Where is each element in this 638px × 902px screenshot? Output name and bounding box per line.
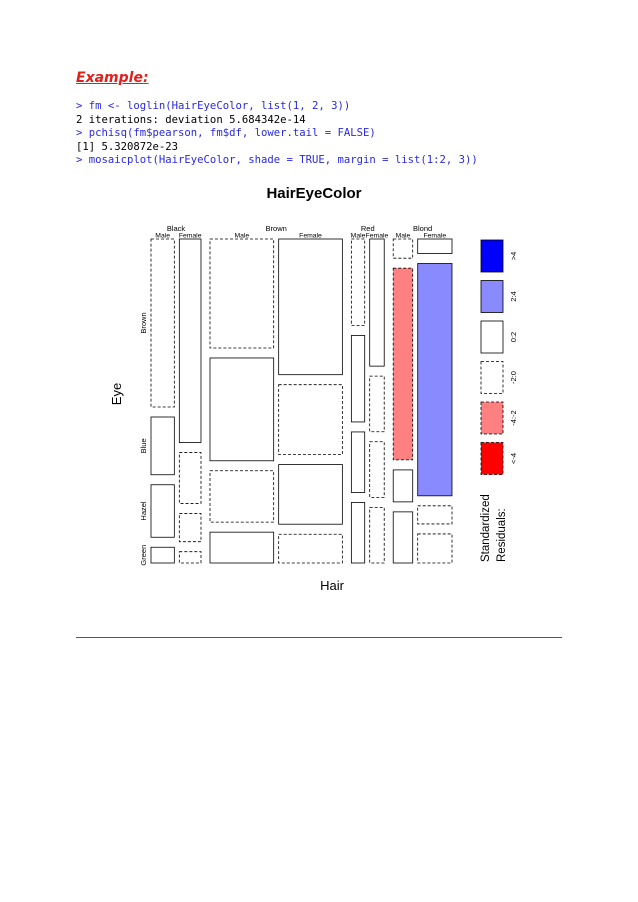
mosaic-tile — [418, 264, 452, 496]
mosaic-plot — [0, 178, 638, 598]
mosaic-tile — [179, 239, 201, 443]
mosaic-tile — [151, 417, 174, 475]
x-axis-label: Hair — [320, 578, 344, 593]
divider-line — [76, 637, 562, 638]
mosaic-tile — [279, 385, 343, 455]
code-line: [1] 5.320872e-23 — [76, 140, 179, 153]
legend-swatch — [481, 281, 503, 313]
legend-label: <-4 — [509, 452, 518, 465]
mosaic-tile — [418, 534, 452, 563]
eye-label: Blue — [138, 438, 148, 454]
eye-label: Hazel — [139, 501, 148, 521]
mosaic-tile — [351, 502, 364, 563]
sex-label: Male — [395, 232, 411, 240]
hair-label: Black — [166, 224, 186, 233]
mosaic-tile — [418, 506, 452, 524]
mosaic-tile — [351, 335, 364, 421]
mosaic-tile — [210, 532, 274, 563]
mosaic-tile — [418, 239, 452, 254]
mosaic-tile — [393, 239, 412, 258]
sex-label: Male — [234, 232, 250, 240]
legend-title: Standardized — [480, 494, 492, 562]
mosaic-tile — [370, 507, 385, 563]
mosaic-tile — [393, 512, 412, 563]
mosaic-tile — [179, 453, 201, 504]
sex-label: Male — [350, 232, 366, 240]
sex-label: Female — [178, 232, 202, 240]
hair-label: Red — [360, 224, 375, 233]
mosaic-tile — [279, 534, 343, 563]
chart-title: HairEyeColor — [266, 185, 362, 202]
mosaic-tile — [210, 471, 274, 522]
mosaic-tile — [370, 442, 385, 498]
code-line: > pchisq(fm$pearson, fm$df, lower.tail = FALSE) — [76, 127, 376, 139]
code-line: > fm <- loglin(HairEyeColor, list(1, 2, 3)) — [76, 100, 351, 112]
legend-title: Residuals: — [496, 508, 508, 562]
mosaic-tile — [151, 485, 174, 538]
code-line: 2 iterations: deviation 5.684342e-14 — [76, 113, 306, 126]
mosaic-tile — [393, 470, 412, 502]
eye-label: Green — [138, 544, 148, 566]
mosaic-tile — [279, 465, 343, 525]
legend-swatch — [481, 402, 503, 434]
legend-swatch — [481, 362, 503, 394]
legend-label: 2:4 — [509, 291, 518, 302]
mosaic-tile — [393, 268, 412, 460]
mosaic-tile — [210, 239, 274, 348]
sex-label: Female — [365, 232, 389, 240]
code-line: > mosaicplot(HairEyeColor, shade = TRUE, margin = list(1:2, 3)) — [76, 154, 478, 166]
example-heading: Example: — [76, 70, 149, 86]
legend-swatch — [481, 321, 503, 353]
mosaic-tile — [351, 432, 364, 493]
mosaic-tile — [151, 239, 174, 407]
legend-swatch — [481, 240, 503, 272]
legend-label: -2:0 — [509, 371, 518, 384]
hair-label: Brown — [265, 224, 287, 233]
code-block — [76, 100, 478, 168]
y-axis-label: Eye — [109, 382, 124, 406]
sex-label: Male — [155, 232, 171, 240]
sex-label: Female — [299, 232, 322, 240]
mosaic-tile — [279, 239, 343, 375]
hair-label: Blond — [413, 224, 433, 233]
mosaic-tile — [370, 239, 385, 366]
mosaic-tile — [179, 513, 201, 541]
legend-label: >4 — [509, 251, 518, 261]
legend-swatch — [481, 443, 503, 475]
eye-label: Brown — [139, 312, 148, 334]
mosaic-tile — [210, 358, 274, 461]
mosaic-tile — [370, 376, 385, 432]
legend-label: -4:-2 — [509, 410, 518, 426]
mosaic-tile — [179, 552, 201, 563]
mosaic-tile — [351, 239, 364, 325]
legend-label: 0:2 — [509, 331, 518, 343]
mosaic-tile — [151, 547, 174, 563]
sex-label: Female — [423, 232, 447, 240]
